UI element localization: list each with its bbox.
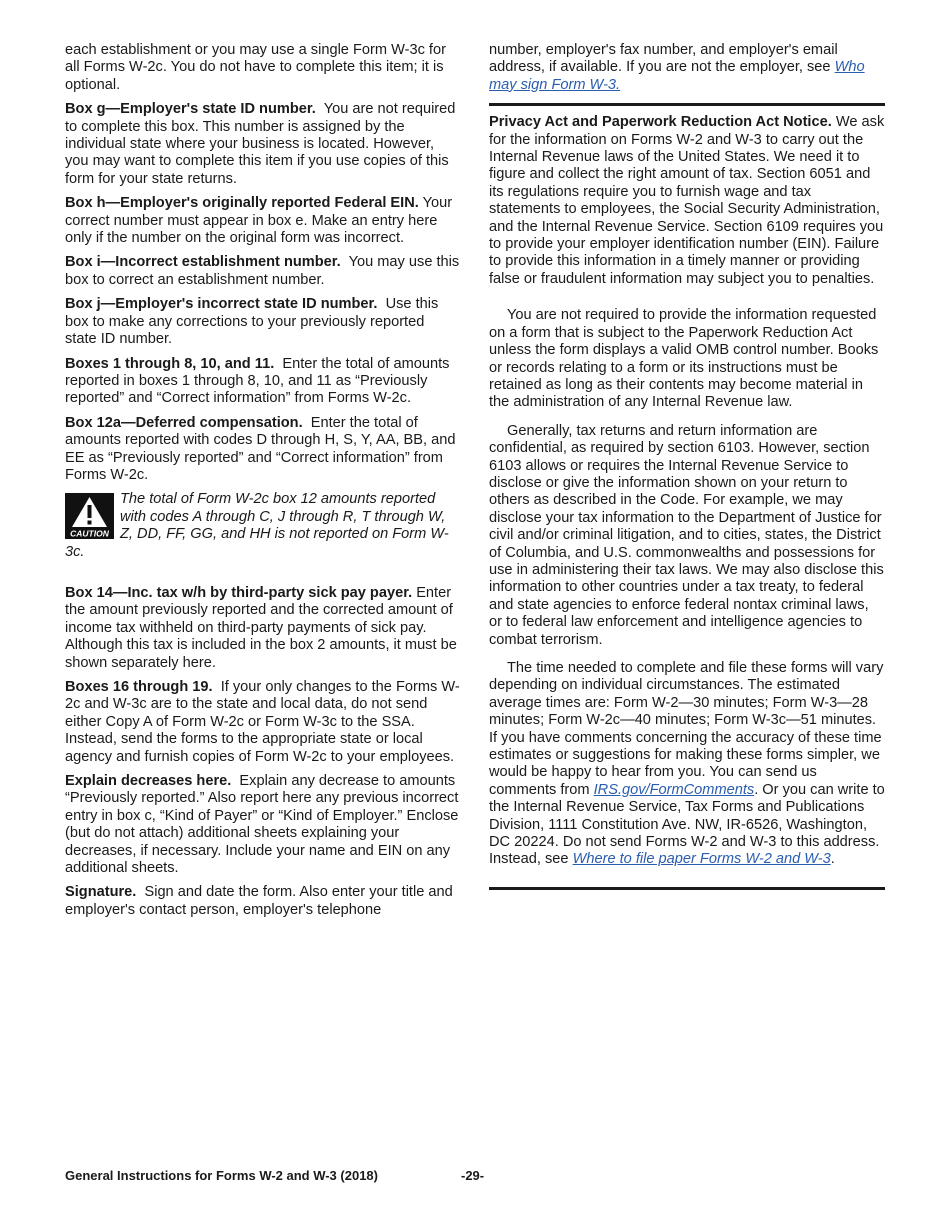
box-14-heading: Box 14—Inc. tax w/h by third-party sick pay payer. [65, 584, 413, 601]
box-h-text: Your correct number must appear in box e. Make an entry here only if the number on the original form was incorrect. [65, 195, 453, 247]
form-comments-link[interactable]: IRS.gov/FormComments [593, 781, 755, 798]
right-column [489, 42, 885, 890]
box-12a-heading: Box 12a—Deferred compensation. [65, 414, 303, 431]
caution-icon [65, 493, 114, 539]
box-j-heading: Box j—Employer's incorrect state ID number. [65, 296, 378, 313]
boxes-1-8-text: Enter the total of amounts reported in boxes 1 through 8, 10, and 11 as “Previously reported” and “Correct information” from Forms W-2c. [65, 355, 450, 407]
boxes-16-19-text: If your only changes to the Forms W-2c and W-3c are to the state and local data, do not send either Copy A of Form W-2c or Form W-3c to the SSA. Instead, send the forms to the appropriate state or local agency and furnish copies of Form W-2c to your employees. [65, 679, 460, 765]
boxes-16-19-heading: Boxes 16 through 19. [65, 679, 213, 695]
end-divider [489, 887, 885, 890]
time-estimates-paragraph [489, 660, 885, 869]
signature-section [65, 884, 460, 919]
footer-title: General Instructions for Forms W-2 and W-3 (2018) [65, 1168, 378, 1183]
signature-heading: Signature. [65, 884, 137, 901]
left-column [65, 42, 460, 926]
time-estimates-text-2: . Or you can write to the Internal Revenue Service, Tax Forms and Publications Division, 1111 Constitution Ave. NW, IR-6526, Washington, DC 20224. Do not send Forms W-2 and W-3 to this address. Instead, see [489, 781, 885, 868]
explain-decreases-text: Explain any decrease to amounts “Previously reported.” Also report here any previous incorrect entry in box c, “Kind of Payer” or “Kind of Employer.” Enclose (but do not attach) additional sheets explaining your decreases, if necessary. Include your name and EIN on any additional sheets. [65, 773, 459, 877]
who-may-sign-link[interactable]: Who may sign Form W-3. [489, 59, 865, 93]
signature-text: Sign and date the form. Also enter your title and employer's contact person, employer's telephone [65, 884, 453, 918]
box-g-section [65, 101, 460, 188]
box-i-heading: Box i—Incorrect establishment number. [65, 254, 341, 271]
box-h-section [65, 195, 460, 247]
caution-label: CAUTION [70, 528, 109, 539]
where-to-file-link[interactable]: Where to file paper Forms W-2 and W-3 [572, 851, 831, 868]
signature-continued [489, 42, 885, 94]
explain-decreases-section [65, 773, 460, 877]
box-12a-section [65, 415, 460, 485]
box-14-section [65, 585, 460, 672]
time-estimates-text: The time needed to complete and file these forms will vary depending on individual circumstances. The estimated average times are: Form W-2—30 minutes; Form W-3—28 minutes; Form W-2c—40 minutes; Form W-3c—51 minutes. If you have comments concerning the accuracy of these time estimates or suggestions for making these forms simpler, we would be happy to hear from you. You can send us comments from [489, 660, 884, 798]
section-divider [489, 103, 885, 106]
time-estimates-end: . [830, 851, 835, 868]
privacy-act-text: We ask for the information on Forms W-2 and W-3 to carry out the Internal Revenue laws of the United States. We need it to figure and collect the right amount of tax. Section 6051 and its regulations require you to furnish wage and tax statements to employees, the Social Security Administration, and the Internal Revenue Service. Section 6109 requires you to provide your employer identification number (EIN). Failure to provide this information in a timely manner or providing false or fraudulent information may subject you to penalties. [489, 114, 885, 287]
boxes-1-8-heading: Boxes 1 through 8, 10, and 11. [65, 355, 275, 372]
box-12a-text: Enter the total of amounts reported with codes D through H, S, Y, AA, BB, and EE as “Previously reported” and “Correct information” from Forms W-2c. [65, 414, 456, 483]
caution-note [65, 491, 460, 561]
box-g-heading: Box g—Employer's state ID number. [65, 101, 316, 118]
box-i-text: You may use this box to correct an establishment number. [65, 254, 460, 288]
boxes-1-8-section [65, 356, 460, 408]
box-h-heading: Box h—Employer's originally reported Federal EIN. [65, 195, 419, 212]
box-g-text: You are not required to complete this box. This number is assigned by the individual state where your business is located. However, you may want to complete this item if you use copies of this form for your state returns. [65, 101, 456, 187]
page-number: -29- [461, 1168, 485, 1183]
confidentiality-paragraph: Generally, tax returns and return information are confidential, as required by section 6103. However, section 6103 allows or requires the Internal Revenue Service to disclose or give the information shown on your return to others as described in the Code. For example, we may disclose your tax information to the Department of Justice for civil and/or criminal litigation, and to cities, states, the District of Columbia, and U.S. commonwealths and possessions for use in administering their tax laws. We may also disclose this information to other countries under a tax treaty, to federal and state agencies to enforce federal nontax criminal laws, or to federal law enforcement and intelligence agencies to combat terrorism. [489, 422, 884, 648]
caution-text: The total of Form W-2c box 12 amounts reported with codes A through C, J through R, T through W, Z, DD, FF, GG, and HH is not reported on Form W-3c. [65, 491, 449, 560]
box-j-section [65, 296, 460, 348]
box-j-text: Use this box to make any corrections to your previously reported state ID number. [65, 296, 439, 348]
privacy-act-section [489, 114, 885, 288]
explain-decreases-heading: Explain decreases here. [65, 773, 232, 790]
continued-paragraph: each establishment or you may use a single Form W-3c for all Forms W-2c. You do not have to complete this item; it is optional. [65, 42, 446, 93]
boxes-16-19-section [65, 679, 460, 766]
omb-paragraph: You are not required to provide the information requested on a form that is subject to the Paperwork Reduction Act unless the form displays a valid OMB control number. Books or records relating to a form or its instructions must be retained as long as their contents may become material in the administration of any Internal Revenue law. [489, 307, 879, 411]
box-i-section [65, 254, 460, 289]
signature-continued-text: number, employer's fax number, and employer's email address, if available. If you are not the employer, see [489, 42, 838, 76]
box-14-text: Enter the amount previously reported and the corrected amount of income tax withheld on third-party payments of sick pay. Although this tax is included in the box 2 amounts, it must be shown separately here. [65, 584, 457, 671]
privacy-act-heading: Privacy Act and Paperwork Reduction Act Notice. [489, 114, 832, 131]
